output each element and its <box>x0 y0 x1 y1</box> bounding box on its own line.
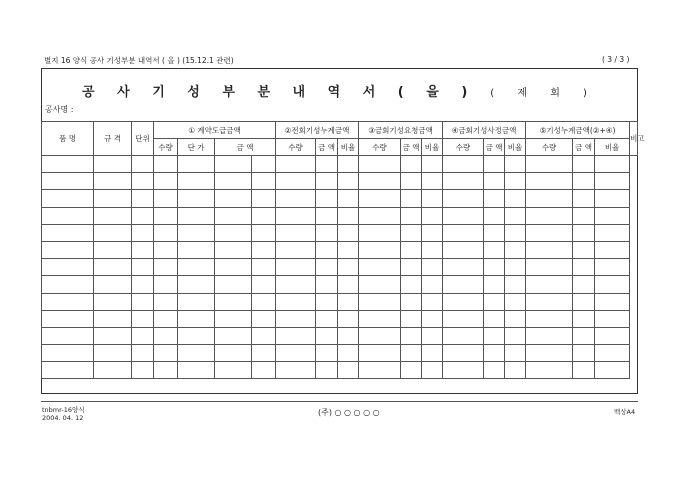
table-cell[interactable] <box>42 310 94 327</box>
table-cell[interactable] <box>573 259 595 276</box>
table-row <box>42 259 638 276</box>
table-cell[interactable] <box>505 362 526 379</box>
table-cell[interactable] <box>154 173 178 190</box>
table-row <box>42 345 638 362</box>
table-cell[interactable] <box>42 345 94 362</box>
table-cell[interactable] <box>94 327 132 344</box>
group-header-previous: ②전회기성누계금액 <box>276 122 359 139</box>
table-cell[interactable] <box>276 207 316 224</box>
table-cell[interactable] <box>132 327 154 344</box>
table-cell[interactable] <box>422 345 443 362</box>
table-cell[interactable] <box>443 293 484 310</box>
table-cell[interactable] <box>573 327 595 344</box>
form-body <box>41 68 645 394</box>
sub-header-cumulative-amount: 금 액 <box>573 139 595 156</box>
table-cell[interactable] <box>215 362 252 379</box>
table-cell[interactable] <box>422 362 443 379</box>
sub-header-cumulative-ratio: 비율 <box>595 139 630 156</box>
table-cell[interactable] <box>484 173 505 190</box>
table-cell[interactable] <box>132 310 154 327</box>
table-cell[interactable] <box>526 224 573 241</box>
table-cell[interactable] <box>276 345 316 362</box>
table-row <box>42 224 638 241</box>
sub-header-request-ratio: 비율 <box>422 139 443 156</box>
table-cell[interactable] <box>215 156 252 173</box>
table-cell[interactable] <box>154 362 178 379</box>
table-cell[interactable] <box>316 207 338 224</box>
table-cell[interactable] <box>316 190 338 207</box>
col-header-item: 품 명 <box>42 122 94 156</box>
table-cell[interactable] <box>443 173 484 190</box>
col-header-remarks: 비고 <box>630 122 638 156</box>
table-cell[interactable] <box>484 207 505 224</box>
table-cell[interactable] <box>94 156 132 173</box>
table-cell[interactable] <box>154 293 178 310</box>
sub-header-previous-ratio: 비율 <box>338 139 359 156</box>
table-cell[interactable] <box>526 190 573 207</box>
table-cell[interactable] <box>443 276 484 293</box>
table-cell[interactable] <box>443 259 484 276</box>
table-cell[interactable] <box>401 327 422 344</box>
table-cell[interactable] <box>154 156 178 173</box>
table-cell[interactable] <box>338 173 359 190</box>
table-cell[interactable] <box>42 207 94 224</box>
table-cell[interactable] <box>132 156 154 173</box>
table-cell[interactable] <box>338 276 359 293</box>
table-cell[interactable] <box>595 293 630 310</box>
company-name: (주) ○ ○ ○ ○ ○ <box>318 408 380 417</box>
sub-header-assessed-qty: 수량 <box>443 139 484 156</box>
table-cell[interactable] <box>595 259 630 276</box>
footer-rule <box>41 401 638 402</box>
table-cell[interactable] <box>154 327 178 344</box>
table-cell[interactable] <box>252 293 276 310</box>
sub-header-request-amount: 금 액 <box>401 139 422 156</box>
table-cell[interactable] <box>132 345 154 362</box>
table-cell[interactable] <box>595 362 630 379</box>
table-row <box>42 327 638 344</box>
table-cell[interactable] <box>359 156 401 173</box>
table-cell[interactable] <box>484 276 505 293</box>
table-cell[interactable] <box>505 173 526 190</box>
paper-size: 백상A4 <box>614 408 636 416</box>
table-cell[interactable] <box>359 310 401 327</box>
table-cell[interactable] <box>42 224 94 241</box>
table-cell[interactable] <box>338 345 359 362</box>
table-cell[interactable] <box>215 345 252 362</box>
form-title-round: ( 제 회 ) <box>490 88 597 99</box>
table-header-row-1 <box>42 122 638 139</box>
table-cell[interactable] <box>401 156 422 173</box>
sub-header-assessed-ratio: 비율 <box>505 139 526 156</box>
form-title <box>42 81 637 100</box>
table-cell[interactable] <box>316 224 338 241</box>
table-cell[interactable] <box>178 241 215 258</box>
table-cell[interactable] <box>505 156 526 173</box>
table-cell[interactable] <box>505 345 526 362</box>
table-cell[interactable] <box>215 190 252 207</box>
table-cell[interactable] <box>359 293 401 310</box>
table-cell[interactable] <box>316 293 338 310</box>
table-cell[interactable] <box>526 156 573 173</box>
table-cell[interactable] <box>443 156 484 173</box>
table-cell[interactable] <box>526 310 573 327</box>
table-cell[interactable] <box>443 207 484 224</box>
table-cell[interactable] <box>573 310 595 327</box>
table-cell[interactable] <box>252 327 276 344</box>
table-cell[interactable] <box>526 362 573 379</box>
table-cell[interactable] <box>401 293 422 310</box>
table-cell[interactable] <box>338 207 359 224</box>
table-cell[interactable] <box>154 190 178 207</box>
table-cell[interactable] <box>215 173 252 190</box>
table-cell[interactable] <box>276 362 316 379</box>
table-cell[interactable] <box>484 259 505 276</box>
sub-header-previous-qty: 수량 <box>276 139 316 156</box>
table-cell[interactable] <box>338 327 359 344</box>
table-row <box>42 310 638 327</box>
table-cell[interactable] <box>215 241 252 258</box>
table-cell[interactable] <box>338 310 359 327</box>
table-cell[interactable] <box>316 345 338 362</box>
table-cell[interactable] <box>401 345 422 362</box>
form-code: tnbmr-16양식 <box>42 406 85 414</box>
table-cell[interactable] <box>573 207 595 224</box>
table-cell[interactable] <box>359 276 401 293</box>
table-cell[interactable] <box>252 207 276 224</box>
group-header-request: ③금회기성요청금액 <box>359 122 443 139</box>
table-cell[interactable] <box>215 310 252 327</box>
table-row <box>42 156 638 173</box>
sub-header-unit-price: 단 가 <box>178 139 215 156</box>
table-cell[interactable] <box>422 276 443 293</box>
table-cell[interactable] <box>132 293 154 310</box>
table-cell[interactable] <box>132 259 154 276</box>
table-cell[interactable] <box>154 310 178 327</box>
col-header-unit: 단위 <box>132 122 154 156</box>
table-cell[interactable] <box>401 224 422 241</box>
table-cell[interactable] <box>505 241 526 258</box>
table-cell[interactable] <box>484 241 505 258</box>
table-cell[interactable] <box>215 259 252 276</box>
table-cell[interactable] <box>595 156 630 173</box>
table-cell[interactable] <box>573 224 595 241</box>
table-cell[interactable] <box>595 190 630 207</box>
table-cell[interactable] <box>252 276 276 293</box>
table-cell[interactable] <box>276 224 316 241</box>
table-cell[interactable] <box>484 293 505 310</box>
table-cell[interactable] <box>42 173 94 190</box>
table-cell[interactable] <box>94 310 132 327</box>
table-cell[interactable] <box>505 293 526 310</box>
table-cell[interactable] <box>132 190 154 207</box>
table-cell[interactable] <box>154 207 178 224</box>
table-cell[interactable] <box>595 276 630 293</box>
table-cell[interactable] <box>154 345 178 362</box>
table-row <box>42 207 638 224</box>
table-cell[interactable] <box>443 362 484 379</box>
table-cell[interactable] <box>42 327 94 344</box>
table-cell[interactable] <box>316 276 338 293</box>
table-cell[interactable] <box>443 224 484 241</box>
table-cell[interactable] <box>94 362 132 379</box>
table-cell[interactable] <box>526 241 573 258</box>
table-row <box>42 173 638 190</box>
table-cell[interactable] <box>484 224 505 241</box>
page-indicator: ( 3 / 3 ) <box>602 55 630 64</box>
table-cell[interactable] <box>316 327 338 344</box>
table-row <box>42 276 638 293</box>
group-header-contract: ① 계약도급금액 <box>154 122 276 139</box>
table-cell[interactable] <box>359 224 401 241</box>
table-cell[interactable] <box>422 207 443 224</box>
table-cell[interactable] <box>94 241 132 258</box>
sub-header-cumulative-qty: 수량 <box>526 139 573 156</box>
table-cell[interactable] <box>252 259 276 276</box>
table-cell[interactable] <box>526 259 573 276</box>
table-cell[interactable] <box>573 190 595 207</box>
table-cell[interactable] <box>316 362 338 379</box>
table-cell[interactable] <box>401 362 422 379</box>
table-cell[interactable] <box>573 173 595 190</box>
table-cell[interactable] <box>94 173 132 190</box>
table-cell[interactable] <box>422 156 443 173</box>
table-cell[interactable] <box>401 190 422 207</box>
table-cell[interactable] <box>178 276 215 293</box>
table-cell[interactable] <box>505 327 526 344</box>
table-cell[interactable] <box>359 362 401 379</box>
table-cell[interactable] <box>422 310 443 327</box>
table-cell[interactable] <box>178 293 215 310</box>
table-cell[interactable] <box>443 310 484 327</box>
project-name-label: 공사명 : <box>45 105 74 114</box>
table-cell[interactable] <box>132 276 154 293</box>
table-cell[interactable] <box>422 173 443 190</box>
table-cell[interactable] <box>252 345 276 362</box>
table-cell[interactable] <box>316 241 338 258</box>
table-cell[interactable] <box>573 241 595 258</box>
table-cell[interactable] <box>154 276 178 293</box>
table-cell[interactable] <box>132 224 154 241</box>
group-header-cumulative: ⑤기성누계금액(②+④) <box>526 122 630 139</box>
table-cell[interactable] <box>252 224 276 241</box>
table-cell[interactable] <box>215 327 252 344</box>
table-cell[interactable] <box>505 224 526 241</box>
table-cell[interactable] <box>505 190 526 207</box>
table-cell[interactable] <box>526 173 573 190</box>
table-cell[interactable] <box>484 156 505 173</box>
table-cell[interactable] <box>94 190 132 207</box>
sub-header-assessed-amount: 금 액 <box>484 139 505 156</box>
form-header-left: 별지 16 양식 공사 기성부분 내역서 ( 을 ) (15.12.1 관련) <box>44 56 234 65</box>
table-cell[interactable] <box>443 345 484 362</box>
table-cell[interactable] <box>94 293 132 310</box>
table-cell[interactable] <box>338 259 359 276</box>
table-cell[interactable] <box>401 259 422 276</box>
table-cell[interactable] <box>178 224 215 241</box>
table-cell[interactable] <box>422 293 443 310</box>
table-cell[interactable] <box>573 276 595 293</box>
table-cell[interactable] <box>316 259 338 276</box>
table-cell[interactable] <box>42 156 94 173</box>
table-cell[interactable] <box>401 310 422 327</box>
table-cell[interactable] <box>401 241 422 258</box>
group-header-assessed: ④금회기성사정금액 <box>443 122 526 139</box>
table-cell[interactable] <box>338 241 359 258</box>
table-cell[interactable] <box>132 362 154 379</box>
table-cell[interactable] <box>178 362 215 379</box>
table-cell[interactable] <box>316 173 338 190</box>
table-cell[interactable] <box>505 276 526 293</box>
table-cell[interactable] <box>42 241 94 258</box>
table-row <box>42 241 638 258</box>
sub-header-request-qty: 수량 <box>359 139 401 156</box>
table-cell[interactable] <box>276 259 316 276</box>
table-cell[interactable] <box>215 224 252 241</box>
table-cell[interactable] <box>595 241 630 258</box>
table-cell[interactable] <box>573 362 595 379</box>
table-cell[interactable] <box>595 224 630 241</box>
table-cell[interactable] <box>132 207 154 224</box>
table-cell[interactable] <box>573 293 595 310</box>
table-cell[interactable] <box>94 345 132 362</box>
itemized-table <box>41 121 645 379</box>
table-cell[interactable] <box>178 156 215 173</box>
table-cell[interactable] <box>422 190 443 207</box>
table-cell[interactable] <box>338 224 359 241</box>
table-cell[interactable] <box>252 362 276 379</box>
table-cell[interactable] <box>252 310 276 327</box>
table-cell[interactable] <box>42 259 94 276</box>
table-cell[interactable] <box>505 310 526 327</box>
table-row <box>42 293 638 310</box>
table-cell[interactable] <box>178 207 215 224</box>
form-date: 2004. 04. 12 <box>42 414 84 422</box>
table-cell[interactable] <box>422 241 443 258</box>
table-cell[interactable] <box>526 276 573 293</box>
table-cell[interactable] <box>484 190 505 207</box>
table-cell[interactable] <box>252 190 276 207</box>
table-cell[interactable] <box>338 156 359 173</box>
table-cell[interactable] <box>484 362 505 379</box>
table-cell[interactable] <box>215 276 252 293</box>
table-cell[interactable] <box>154 259 178 276</box>
table-cell[interactable] <box>526 327 573 344</box>
table-cell[interactable] <box>443 190 484 207</box>
table-cell[interactable] <box>338 293 359 310</box>
table-cell[interactable] <box>42 362 94 379</box>
col-header-spec: 규 격 <box>94 122 132 156</box>
table-cell[interactable] <box>154 224 178 241</box>
table-cell[interactable] <box>276 293 316 310</box>
table-cell[interactable] <box>42 293 94 310</box>
table-cell[interactable] <box>215 207 252 224</box>
table-cell[interactable] <box>505 207 526 224</box>
table-cell[interactable] <box>42 190 94 207</box>
table-cell[interactable] <box>401 173 422 190</box>
table-cell[interactable] <box>359 207 401 224</box>
sub-header-previous-amount: 금 액 <box>316 139 338 156</box>
table-cell[interactable] <box>422 259 443 276</box>
table-cell[interactable] <box>505 259 526 276</box>
table-cell[interactable] <box>42 276 94 293</box>
table-cell[interactable] <box>94 224 132 241</box>
table-cell[interactable] <box>252 173 276 190</box>
table-cell[interactable] <box>276 276 316 293</box>
sub-header-qty: 수량 <box>154 139 178 156</box>
table-cell[interactable] <box>316 310 338 327</box>
table-cell[interactable] <box>276 327 316 344</box>
table-cell[interactable] <box>484 327 505 344</box>
table-cell[interactable] <box>595 310 630 327</box>
table-cell[interactable] <box>443 327 484 344</box>
table-cell[interactable] <box>215 293 252 310</box>
table-cell[interactable] <box>422 224 443 241</box>
table-cell[interactable] <box>94 259 132 276</box>
table-cell[interactable] <box>422 327 443 344</box>
table-cell[interactable] <box>338 190 359 207</box>
table-cell[interactable] <box>276 310 316 327</box>
table-cell[interactable] <box>359 241 401 258</box>
table-cell[interactable] <box>94 207 132 224</box>
table-cell[interactable] <box>178 173 215 190</box>
table-cell[interactable] <box>276 241 316 258</box>
table-cell[interactable] <box>526 345 573 362</box>
table-cell[interactable] <box>526 207 573 224</box>
table-cell[interactable] <box>276 173 316 190</box>
table-cell[interactable] <box>178 259 215 276</box>
table-cell[interactable] <box>338 362 359 379</box>
table-cell[interactable] <box>526 293 573 310</box>
table-cell[interactable] <box>595 327 630 344</box>
table-cell[interactable] <box>154 241 178 258</box>
form-title-main: 공 사 기 성 부 분 내 역 서 ( 을 ) <box>82 85 477 100</box>
table-cell[interactable] <box>573 345 595 362</box>
table-cell[interactable] <box>252 241 276 258</box>
table-cell[interactable] <box>443 241 484 258</box>
table-cell[interactable] <box>401 276 422 293</box>
table-cell[interactable] <box>178 190 215 207</box>
table-cell[interactable] <box>178 310 215 327</box>
table-cell[interactable] <box>359 345 401 362</box>
sub-header-amount: 금 액 <box>215 139 276 156</box>
table-cell[interactable] <box>595 345 630 362</box>
table-cell[interactable] <box>595 207 630 224</box>
table-cell[interactable] <box>178 345 215 362</box>
table-cell[interactable] <box>359 190 401 207</box>
table-cell[interactable] <box>401 207 422 224</box>
table-cell[interactable] <box>276 190 316 207</box>
table-cell[interactable] <box>178 327 215 344</box>
table-cell[interactable] <box>573 156 595 173</box>
table-cell[interactable] <box>252 156 276 173</box>
table-row <box>42 362 638 379</box>
table-cell[interactable] <box>132 173 154 190</box>
table-cell[interactable] <box>484 310 505 327</box>
table-cell[interactable] <box>316 156 338 173</box>
table-cell[interactable] <box>132 241 154 258</box>
table-cell[interactable] <box>595 173 630 190</box>
table-cell[interactable] <box>359 173 401 190</box>
table-cell[interactable] <box>276 156 316 173</box>
table-cell[interactable] <box>359 259 401 276</box>
table-cell[interactable] <box>359 327 401 344</box>
table-row <box>42 190 638 207</box>
table-cell[interactable] <box>484 345 505 362</box>
table-cell[interactable] <box>94 276 132 293</box>
